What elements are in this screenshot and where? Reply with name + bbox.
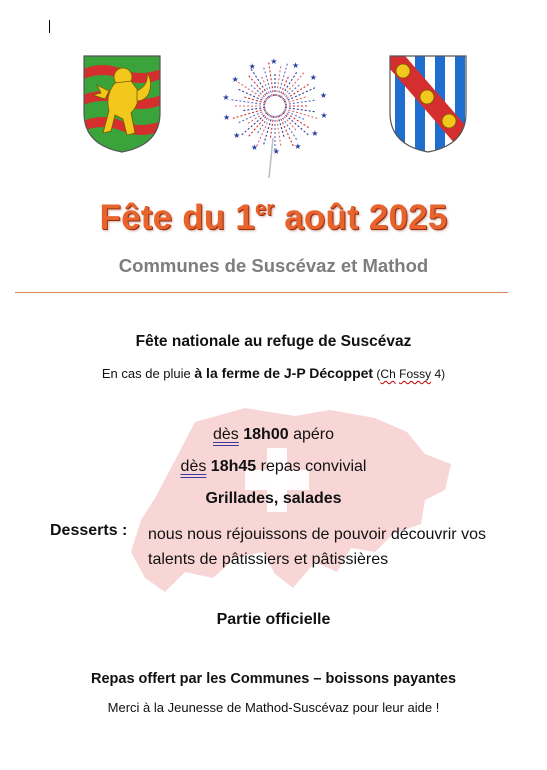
svg-text:★: ★ [294,142,302,152]
svg-text:★: ★ [233,130,241,140]
grill-line: Grillades, salades [205,490,342,507]
desserts-label: Desserts : [50,522,128,539]
suscevaz-coat-of-arms [83,55,161,153]
svg-text:★: ★ [231,74,239,84]
svg-text:★: ★ [292,60,300,70]
repas-offert-line: Repas offert par les Communes – boissons payantes [90,671,457,687]
svg-text:★: ★ [250,143,258,153]
subtitle: Communes de Suscévaz et Mathod [118,255,429,276]
svg-text:★: ★ [222,113,231,123]
svg-text:★: ★ [319,90,328,100]
svg-text:★: ★ [272,146,280,156]
svg-text:★: ★ [320,110,328,120]
fireworks-icon [213,54,337,180]
page-title: Fête du 1er août 2025 [99,198,448,237]
text-cursor [49,20,50,33]
svg-text:★: ★ [311,129,319,139]
divider [15,292,508,293]
schedule-apero: dès 18h00 apéro [213,426,334,443]
thanks-line: Merci à la Jeunesse de Mathod-Suscévaz pour leur aide ! [107,700,440,715]
schedule-repas: dès 18h45 repas convivial [180,458,367,475]
rain-note: En cas de pluie à la ferme de J-P Décoppet (Ch Fossy 4) [101,365,446,381]
mathod-coat-of-arms [389,55,467,153]
partie-officielle: Partie officielle [216,611,331,628]
venue-heading: Fête nationale au refuge de Suscévaz [135,333,412,350]
svg-text:★: ★ [309,73,317,83]
desserts-text: nous nous réjouissons de pouvoir découvrir vos talents de pâtissiers et pâtissières [148,526,486,568]
svg-text:★: ★ [248,61,256,71]
svg-text:★: ★ [270,57,278,67]
svg-text:★: ★ [222,93,230,103]
